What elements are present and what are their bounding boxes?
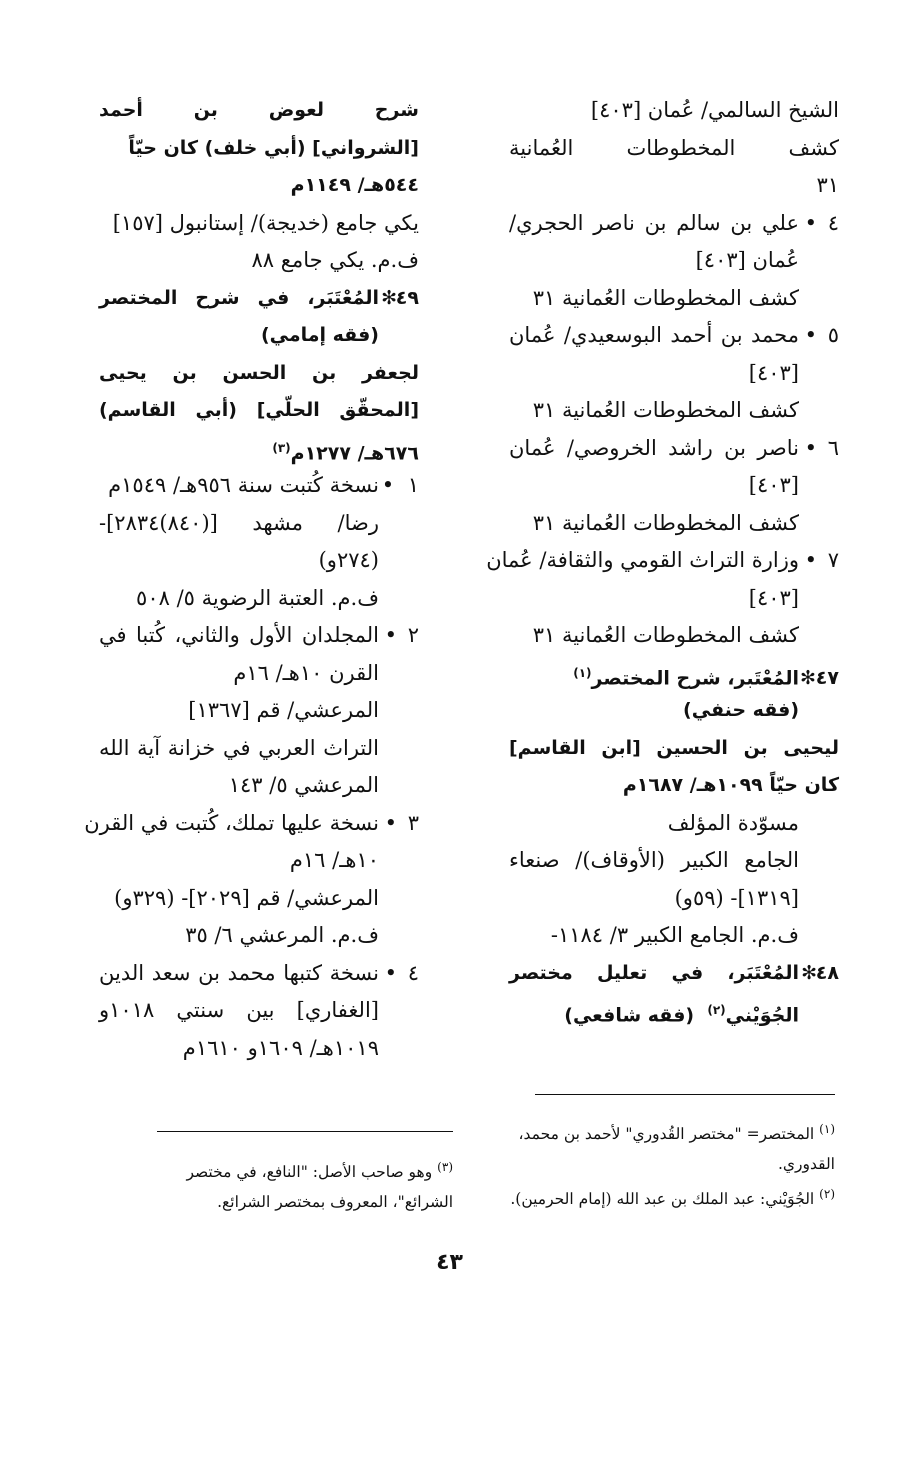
heading-text: المُعْتَبَر، في تعليل مختصر bbox=[509, 961, 799, 984]
heading-line: لجعفر بن الحسن بن يحيى bbox=[99, 361, 419, 384]
entry-text: وزارة التراث القومي والثقافة/ عُمان bbox=[486, 548, 799, 572]
text-line: رضا/ مشهد [(٨٤٠)٢٨٣٤]- bbox=[99, 510, 379, 535]
text-line: ١٠هـ/ ١٦م bbox=[289, 848, 379, 872]
heading-line: (فقه حنفي) bbox=[683, 699, 799, 721]
footnote-mark: (٢) bbox=[819, 1187, 835, 1202]
text-line: ف.م. يكي جامع ٨٨ bbox=[251, 248, 419, 272]
heading-text: المُعْتَبَر، في شرح المختصر bbox=[99, 286, 379, 309]
text-line: كشف المخطوطات العُمانية ٣١ bbox=[532, 285, 799, 310]
heading-number: ٤٨ bbox=[815, 961, 839, 984]
text-line: كشف المخطوطات العُمانية ٣١ bbox=[532, 623, 799, 647]
heading-line bbox=[509, 655, 839, 693]
entry-text: نسخة كتبها محمد بن سعد الدين bbox=[99, 960, 379, 985]
entry-text: المجلدان الأول والثاني، كُتبا في bbox=[99, 623, 379, 647]
text-line: [الغفاري] بين سنتي ١٠١٨و bbox=[99, 998, 379, 1022]
entry-line bbox=[99, 467, 419, 505]
heading-line: ليحيى بن الحسين [ابن القاسم] bbox=[509, 736, 839, 759]
page-number: ٤٣ bbox=[436, 1250, 463, 1275]
entry-text: نسخة كُتبت سنة ٩٥٦هـ/ ١٥٤٩م bbox=[108, 473, 379, 497]
text-line: كشف المخطوطات العُمانية bbox=[509, 135, 839, 160]
entry-line bbox=[509, 317, 839, 355]
asterisk-icon: ✻ bbox=[381, 286, 397, 309]
entry-number: ٥ bbox=[827, 323, 839, 347]
entry-line bbox=[509, 205, 839, 243]
bullet-icon: • bbox=[384, 960, 397, 985]
heading-line: ٥٤٤هـ/ ١١٤٩م bbox=[290, 174, 419, 196]
footnote bbox=[505, 1114, 835, 1149]
text-line: [٤٠٣] bbox=[748, 360, 799, 385]
text-line: المرعشي/ قم [٢٠٢٩]- (٣٢٩و) bbox=[114, 885, 379, 910]
text-line: التراث العربي في خزانة آية الله bbox=[99, 735, 379, 760]
footnotes-right bbox=[505, 1114, 835, 1214]
entry-line bbox=[486, 542, 839, 580]
entry-line bbox=[84, 805, 419, 843]
entry-number: ٦ bbox=[827, 435, 839, 460]
entry-text: ناصر بن راشد الخروصي/ عُمان bbox=[509, 435, 799, 460]
heading-line: (فقه إمامي) bbox=[260, 324, 379, 346]
text-line: [٤٠٣] bbox=[748, 585, 799, 610]
footnote-divider bbox=[157, 1131, 453, 1132]
left-column bbox=[84, 92, 419, 1067]
entry-number: ٧ bbox=[827, 548, 839, 572]
text-line: ف.م. المرعشي ٦/ ٣٥ bbox=[185, 923, 379, 947]
footnote-text: الشرائع"، المعروف بمختصر الشرائع. bbox=[217, 1193, 453, 1212]
heading-number: ٤٩ bbox=[395, 286, 419, 309]
text-line: ١٠١٩هـ/ ١٦٠٩و ١٦١٠م bbox=[182, 1035, 379, 1060]
text-line: ٣١ bbox=[816, 173, 839, 197]
footnote-mark: (٣) bbox=[437, 1160, 453, 1174]
heading-line: [المحقّق الحلّي] (أبي القاسم) bbox=[99, 399, 419, 421]
bullet-icon: • bbox=[804, 210, 817, 235]
entry-text: نسخة عليها تملك، كُتبت في القرن bbox=[84, 810, 379, 835]
text-line: المرعشي/ قم [١٣٦٧] bbox=[188, 698, 379, 722]
footnote-text: المختصر= "مختصر القُدوري" لأحمد بن محمد، bbox=[518, 1125, 815, 1144]
heading-number: ٤٧ bbox=[815, 666, 839, 689]
text-line: القرن ١٠هـ/ ١٦م bbox=[233, 660, 379, 685]
text-line: [٤٠٣] bbox=[748, 473, 799, 497]
entry-line bbox=[509, 430, 839, 468]
text-line: مسوّدة المؤلف bbox=[667, 810, 799, 835]
bullet-icon: • bbox=[384, 623, 397, 647]
entry-number: ٢ bbox=[407, 623, 419, 647]
footnotes-left bbox=[153, 1152, 453, 1217]
footnote-ref: (٣) bbox=[272, 440, 291, 455]
footnote-ref: (٢) bbox=[707, 1003, 726, 1017]
footnote-mark: (١) bbox=[819, 1122, 835, 1136]
entry-number: ١ bbox=[407, 473, 419, 497]
heading-text: (فقه شافعي) bbox=[564, 1004, 695, 1027]
entry-text: علي بن سالم بن ناصر الحجري/ bbox=[509, 210, 799, 235]
text-line: يكي جامع (خديجة)/ إستانبول [١٥٧] bbox=[112, 210, 419, 235]
heading-line bbox=[99, 430, 419, 468]
heading-line bbox=[509, 992, 839, 1030]
entry-text: محمد بن أحمد البوسعيدي/ عُمان bbox=[509, 323, 799, 347]
footnote bbox=[505, 1179, 835, 1214]
text-line: ف.م. العتبة الرضوية ٥/ ٥٠٨ bbox=[136, 585, 379, 610]
bullet-icon: • bbox=[804, 548, 817, 572]
footnote bbox=[153, 1152, 453, 1187]
entry-line bbox=[99, 955, 419, 993]
text-line: (٢٧٤و) bbox=[318, 548, 379, 572]
bullet-icon: • bbox=[804, 435, 817, 460]
heading-line: كان حيّاً ١٠٩٩هـ/ ١٦٨٧م bbox=[622, 774, 839, 796]
footnote-text: الجُوَيْني: عبد الملك بن عبد الله (إمام الحرمين). bbox=[510, 1190, 815, 1209]
bullet-icon: • bbox=[381, 473, 395, 497]
entry-number: ٤ bbox=[827, 210, 839, 235]
right-column bbox=[486, 92, 839, 1030]
text-line: ف.م. الجامع الكبير ٣/ ١١٨٤- bbox=[550, 923, 799, 947]
text-line: عُمان [٤٠٣] bbox=[695, 248, 799, 272]
heading-line: شرح لعوض بن أحمد bbox=[99, 99, 419, 121]
heading-line bbox=[99, 280, 419, 318]
heading-text: ٦٧٦هـ/ ١٢٧٧م bbox=[290, 441, 419, 464]
footnote-text: القدوري. bbox=[777, 1155, 835, 1174]
footnote-text: وهو صاحب الأصل: "النافع، في مختصر bbox=[186, 1163, 433, 1182]
footnote-divider bbox=[535, 1094, 835, 1095]
heading-text: المُعْتَبر، شرح المختصر bbox=[591, 666, 799, 689]
text-line: المرعشي ٥/ ١٤٣ bbox=[228, 773, 379, 797]
bullet-icon: • bbox=[384, 810, 397, 835]
text-line: كشف المخطوطات العُمانية ٣١ bbox=[532, 510, 799, 535]
entry-number: ٣ bbox=[407, 810, 419, 835]
heading-line: [الشرواني] (أبي خلف) كان حيّاً bbox=[128, 136, 419, 159]
asterisk-icon: ✻ bbox=[800, 666, 816, 689]
entry-line bbox=[99, 617, 419, 655]
text-line: كشف المخطوطات العُمانية ٣١ bbox=[532, 398, 799, 422]
heading-text: الجُوَيْني bbox=[725, 1004, 799, 1027]
entry-number: ٤ bbox=[407, 960, 419, 985]
footnote-ref: (١) bbox=[573, 665, 592, 680]
heading-line bbox=[509, 955, 839, 993]
text-line: الشيخ السالمي/ عُمان [٤٠٣] bbox=[590, 98, 839, 122]
text-line: [١٣١٩]- (٥٩و) bbox=[674, 885, 799, 910]
text-line: الجامع الكبير (الأوقاف)/ صنعاء bbox=[509, 848, 799, 872]
asterisk-icon: ✻ bbox=[801, 961, 817, 984]
bullet-icon: • bbox=[804, 323, 817, 347]
